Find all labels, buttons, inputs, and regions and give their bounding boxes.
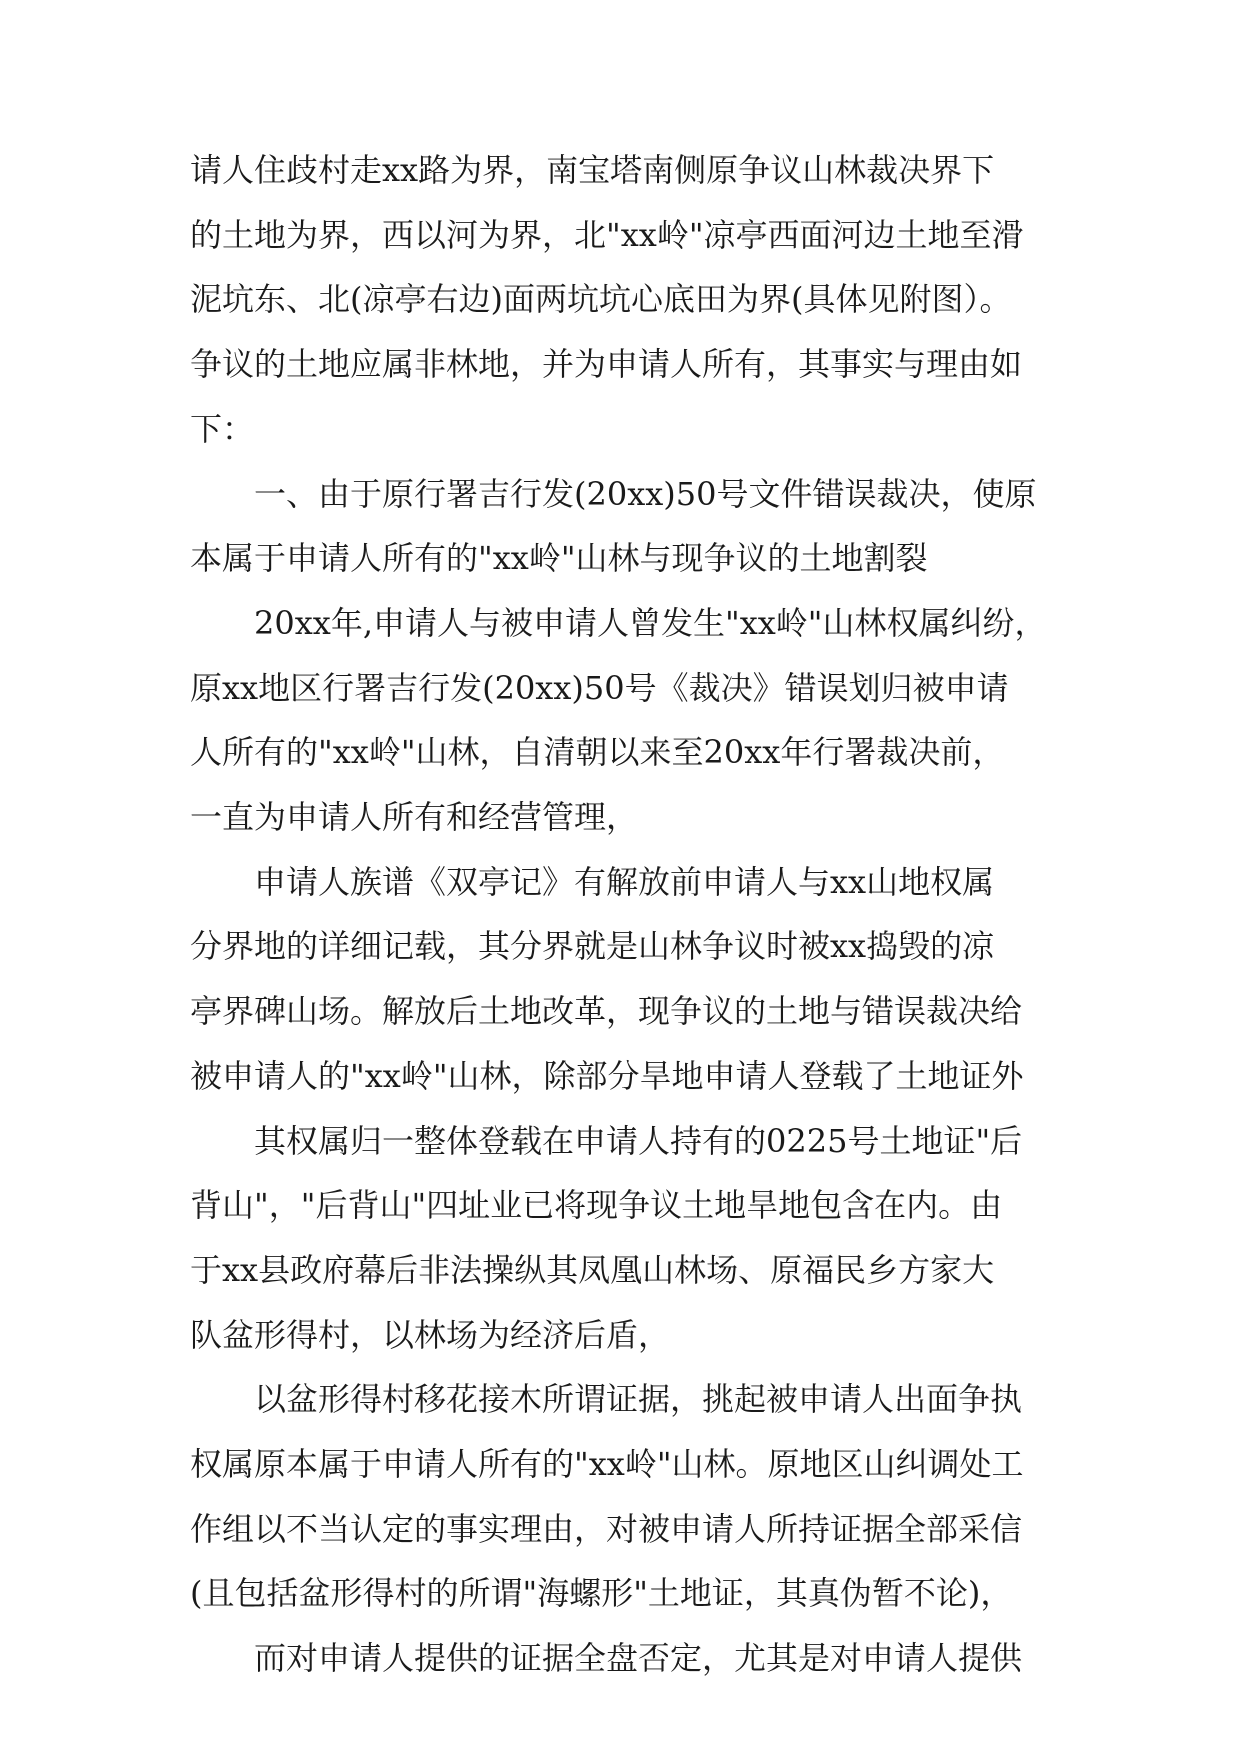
text-line: 队盆形得村，以林场为经济后盾， — [190, 1316, 671, 1354]
text-line: 其权属归一整体登载在申请人持有的0225号土地证"后 — [254, 1122, 1023, 1160]
text-line: 泥坑东、北(凉亭右边)面两坑坑心底田为界(具体见附图）。 — [190, 280, 1012, 318]
text-line: 原xx地区行署吉行发(20xx)50号《裁决》错误划归被申请 — [190, 669, 1009, 707]
text-line: 而对申请人提供的证据全盘否定，尤其是对申请人提供 — [254, 1639, 1023, 1677]
text-line: 权属原本属于申请人所有的"xx岭"山林。原地区山纠调处工 — [190, 1445, 1024, 1483]
text-line: 请人住歧村走xx路为界，南宝塔南侧原争议山林裁决界下 — [190, 151, 995, 189]
text-line: 本属于申请人所有的"xx岭"山林与现争议的土地割裂 — [190, 539, 928, 577]
text-line: 分界地的详细记载，其分界就是山林争议时被xx捣毁的凉 — [190, 927, 995, 965]
text-line: 作组以不当认定的事实理由，对被申请人所持证据全部采信 — [190, 1510, 1023, 1548]
text-line: 的土地为界，西以河为界，北"xx岭"凉亭西面河边土地至滑 — [190, 216, 1024, 254]
text-line: (且包括盆形得村的所谓"海螺形"土地证，其真伪暂不论)， — [190, 1574, 1013, 1612]
text-line: 下： — [190, 410, 255, 448]
text-line: 于xx县政府幕后非法操纵其凤凰山林场、原福民乡方家大 — [190, 1251, 995, 1289]
text-line: 人所有的"xx岭"山林，自清朝以来至20xx年行署裁决前， — [190, 733, 1005, 771]
text-line: 被申请人的"xx岭"山林，除部分旱地申请人登载了土地证外 — [190, 1057, 1024, 1095]
text-line: 一、由于原行署吉行发(20xx)50号文件错误裁决，使原 — [254, 475, 1037, 513]
text-line: 背山"，"后背山"四址业已将现争议土地旱地包含在内。由 — [190, 1186, 1003, 1224]
text-line: 申请人族谱《双亭记》有解放前申请人与xx山地权属 — [254, 863, 995, 901]
text-line: 亭界碑山场。解放后土地改革，现争议的土地与错误裁决给 — [190, 992, 1023, 1030]
text-line: 争议的土地应属非林地，并为申请人所有，其事实与理由如 — [190, 345, 1023, 383]
text-line: 20xx年,申请人与被申请人曾发生"xx岭"山林权属纠纷， — [254, 604, 1047, 642]
text-line: 一直为申请人所有和经营管理， — [190, 798, 639, 836]
text-line: 以盆形得村移花接木所谓证据，挑起被申请人出面争执 — [254, 1380, 1023, 1418]
